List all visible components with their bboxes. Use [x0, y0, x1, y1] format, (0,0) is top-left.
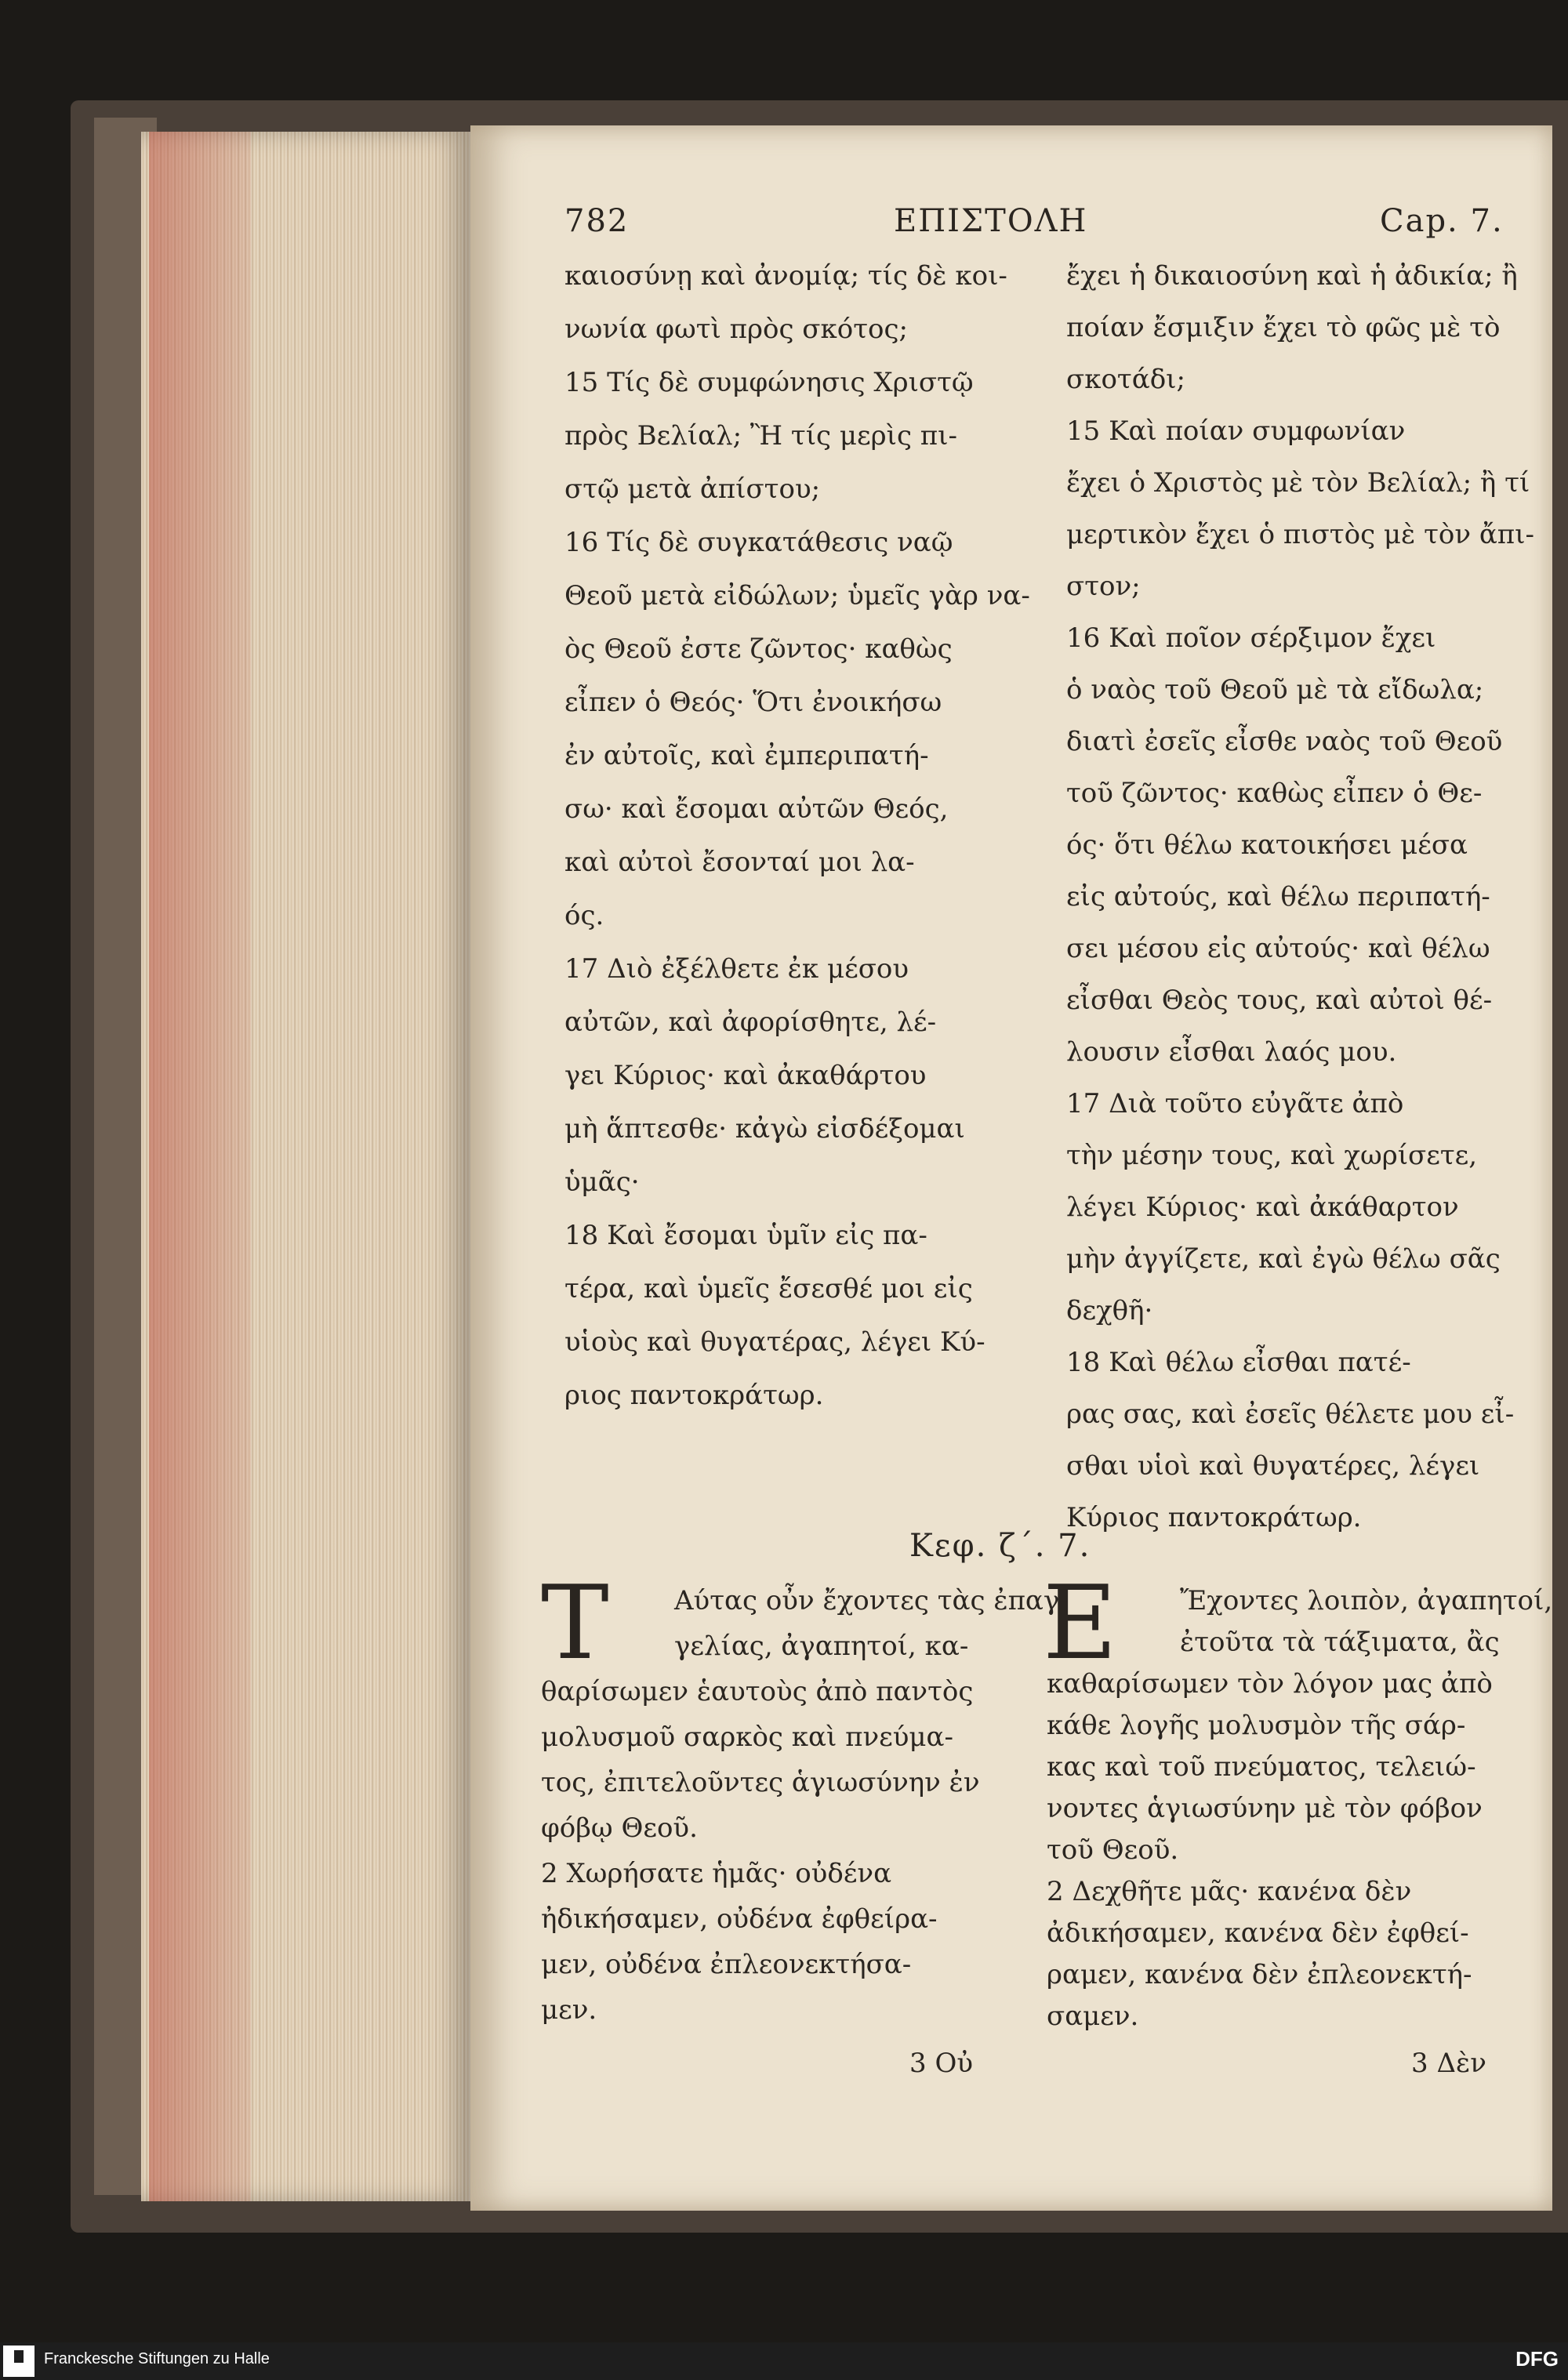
- text-line: διατὶ ἐσεῖς εἶσθε ναὸς τοῦ Θεοῦ: [1066, 726, 1503, 757]
- text-line: σθαι υἱοὶ καὶ θυγατέρες, λέγει: [1066, 1450, 1480, 1482]
- text-line: ἠδικήσαμεν, οὐδένα ἐφθείρα-: [541, 1903, 938, 1935]
- text-line: μὴν ἀγγίζετε, καὶ ἐγὼ θέλω σᾶς: [1066, 1243, 1501, 1275]
- red-edge-tint: [149, 132, 251, 2201]
- text-line: ὁ ναὸς τοῦ Θεοῦ μὲ τὰ εἴδωλα;: [1066, 674, 1484, 706]
- text-line: ἐν αὐτοῖς, καὶ ἐμπεριπατή-: [564, 740, 929, 771]
- text-line: καὶ αὐτοὶ ἔσονταί μοι λα-: [564, 847, 915, 878]
- text-line: μολυσμοῦ σαρκὸς καὶ πνεύμα-: [541, 1722, 953, 1753]
- text-line: φόβῳ Θεοῦ.: [541, 1812, 698, 1844]
- institution-name: Franckesche Stiftungen zu Halle: [44, 2350, 270, 2367]
- text-line: νοντες ἁγιωσύνην μὲ τὸν φόβον: [1047, 1793, 1483, 1824]
- text-line: εἶπεν ὁ Θεός· Ὅτι ἐνοικήσω: [564, 687, 942, 718]
- text-line: ρας σας, καὶ ἐσεῖς θέλετε μου εἶ-: [1066, 1399, 1515, 1430]
- text-line: καιοσύνῃ καὶ ἀνομίᾳ; τίς δὲ κοι-: [564, 260, 1007, 292]
- text-line: ός.: [564, 900, 604, 931]
- text-line: ὸς Θεοῦ ἐστε ζῶντος· καθὼς: [564, 633, 953, 665]
- text-line: υἱοὺς καὶ θυγατέρας, λέγει Κύ-: [564, 1326, 985, 1358]
- text-line: στῷ μετὰ ἀπίστου;: [564, 473, 821, 505]
- text-line: 2 Χωρήσατε ἡμᾶς· οὐδένα: [541, 1858, 892, 1889]
- text-line: 2 Δεχθῆτε μᾶς· κανένα δὲν: [1047, 1876, 1412, 1907]
- text-line: καθαρίσωμεν τὸν λόγον μας ἀπὸ: [1047, 1668, 1493, 1700]
- chapter-heading: Κεφ. ζ΄. 7.: [909, 1528, 1091, 1564]
- text-line: 17 Διὸ ἐξέλθετε ἐκ μέσου: [564, 953, 909, 985]
- text-line: κάθε λογῆς μολυσμὸν τῆς σάρ-: [1047, 1710, 1466, 1741]
- text-line: τος, ἐπιτελοῦντες ἁγιωσύνην ἐν: [541, 1767, 980, 1798]
- text-line: γει Κύριος· καὶ ἀκαθάρτου: [564, 1060, 927, 1091]
- text-line: δεχθῆ·: [1066, 1295, 1153, 1326]
- text-line: ριος παντοκράτωρ.: [564, 1380, 824, 1411]
- text-line: πρὸς Βελίαλ; Ἢ τίς μερὶς πι-: [564, 420, 957, 452]
- text-line: σει μέσου εἰς αὐτούς· καὶ θέλω: [1066, 933, 1490, 964]
- text-line: Ἔχοντες λοιπὸν, ἀγαπητοί,: [1180, 1585, 1553, 1616]
- drop-cap-left: T: [541, 1563, 609, 1682]
- text-line: Θεοῦ μετὰ εἰδώλων; ὑμεῖς γὰρ να-: [564, 580, 1030, 611]
- text-line: στον;: [1066, 571, 1141, 602]
- dfg-logo: DFG: [1515, 2347, 1559, 2371]
- text-line: αὐτῶν, καὶ ἀφορίσθητε, λέ-: [564, 1007, 937, 1038]
- text-line: ἔχει ὁ Χριστὸς μὲ τὸν Βελίαλ; ἢ τί: [1066, 467, 1530, 499]
- text-line: τοῦ ζῶντος· καθὼς εἶπεν ὁ Θε-: [1066, 778, 1483, 809]
- text-line: ἔχει ἡ δικαιοσύνη καὶ ἡ ἀδικία; ἢ: [1066, 260, 1518, 292]
- text-line: γελίας, ἀγαπητοί, κα-: [674, 1631, 969, 1662]
- text-line: 15 Καὶ ποίαν συμφωνίαν: [1066, 415, 1406, 447]
- text-line: μερτικὸν ἔχει ὁ πιστὸς μὲ τὸν ἄπι-: [1066, 519, 1534, 550]
- text-line: 15 Τίς δὲ συμφώνησις Χριστῷ: [564, 367, 974, 398]
- footer-bar: [0, 2342, 1568, 2380]
- text-line: νωνία φωτὶ πρὸς σκότος;: [564, 314, 908, 345]
- text-line: 18 Καὶ θέλω εἶσθαι πατέ-: [1066, 1347, 1411, 1378]
- chapter-marker: Cap. 7.: [1380, 203, 1504, 239]
- text-line: σω· καὶ ἔσομαι αὐτῶν Θεός,: [564, 793, 949, 825]
- text-line: λέγει Κύριος· καὶ ἀκάθαρτον: [1066, 1192, 1459, 1223]
- text-line: λουσιν εἶσθαι λαός μου.: [1066, 1036, 1397, 1068]
- text-line: ός· ὅτι θέλω κατοικήσει μέσα: [1066, 829, 1468, 861]
- text-line: ἀδικήσαμεν, κανένα δὲν ἐφθεί-: [1047, 1917, 1469, 1949]
- catchword-left: 3 Οὐ: [909, 2048, 973, 2079]
- text-line: εἶσθαι Θεὸς τους, καὶ αὐτοὶ θέ-: [1066, 985, 1493, 1016]
- text-line: εἰς αὐτούς, καὶ θέλω περιπατή-: [1066, 881, 1490, 912]
- running-title: ΕΠΙΣΤΟΛΗ: [894, 203, 1088, 239]
- text-line: κας καὶ τοῦ πνεύματος, τελειώ-: [1047, 1751, 1476, 1783]
- text-line: 16 Καὶ ποῖον σέρξιμον ἔχει: [1066, 622, 1436, 654]
- text-line: τὴν μέσην τους, καὶ χωρίσετε,: [1066, 1140, 1478, 1171]
- text-line: 18 Καὶ ἔσομαι ὑμῖν εἰς πα-: [564, 1220, 927, 1251]
- text-line: μεν, οὐδένα ἐπλεονεκτήσα-: [541, 1949, 912, 1980]
- catchword-right: 3 Δὲν: [1411, 2048, 1486, 2079]
- text-line: σαμεν.: [1047, 2001, 1139, 2032]
- book-page: [470, 125, 1552, 2211]
- text-line: θαρίσωμεν ἑαυτοὺς ἀπὸ παντὸς: [541, 1676, 974, 1707]
- institution-logo-icon: [3, 2346, 34, 2377]
- text-line: ποίαν ἔσμιξιν ἔχει τὸ φῶς μὲ τὸ: [1066, 312, 1501, 343]
- page-number: 782: [564, 203, 630, 239]
- text-line: ὑμᾶς·: [564, 1166, 640, 1198]
- text-line: Κύριος παντοκράτωρ.: [1066, 1502, 1362, 1533]
- text-line: 16 Τίς δὲ συγκατάθεσις ναῷ: [564, 527, 953, 558]
- text-line: σκοτάδι;: [1066, 364, 1185, 395]
- text-line: μεν.: [541, 1994, 597, 2026]
- text-line: μὴ ἅπτεσθε· κἀγὼ εἰσδέξομαι: [564, 1113, 965, 1145]
- text-line: 17 Διὰ τοῦτο εὐγᾶτε ἀπὸ: [1066, 1088, 1404, 1119]
- text-line: τοῦ Θεοῦ.: [1047, 1834, 1179, 1866]
- text-line: ραμεν, κανένα δὲν ἐπλεονεκτή-: [1047, 1959, 1472, 1990]
- text-line: ἐτοῦτα τὰ τάξιματα, ἂς: [1180, 1627, 1500, 1658]
- drop-cap-right: E: [1043, 1563, 1117, 1682]
- text-line: τέρα, καὶ ὑμεῖς ἔσεσθέ μοι εἰς: [564, 1273, 973, 1304]
- text-line: Αύτας οὖν ἔχοντες τὰς ἐπαγ-: [674, 1585, 1069, 1616]
